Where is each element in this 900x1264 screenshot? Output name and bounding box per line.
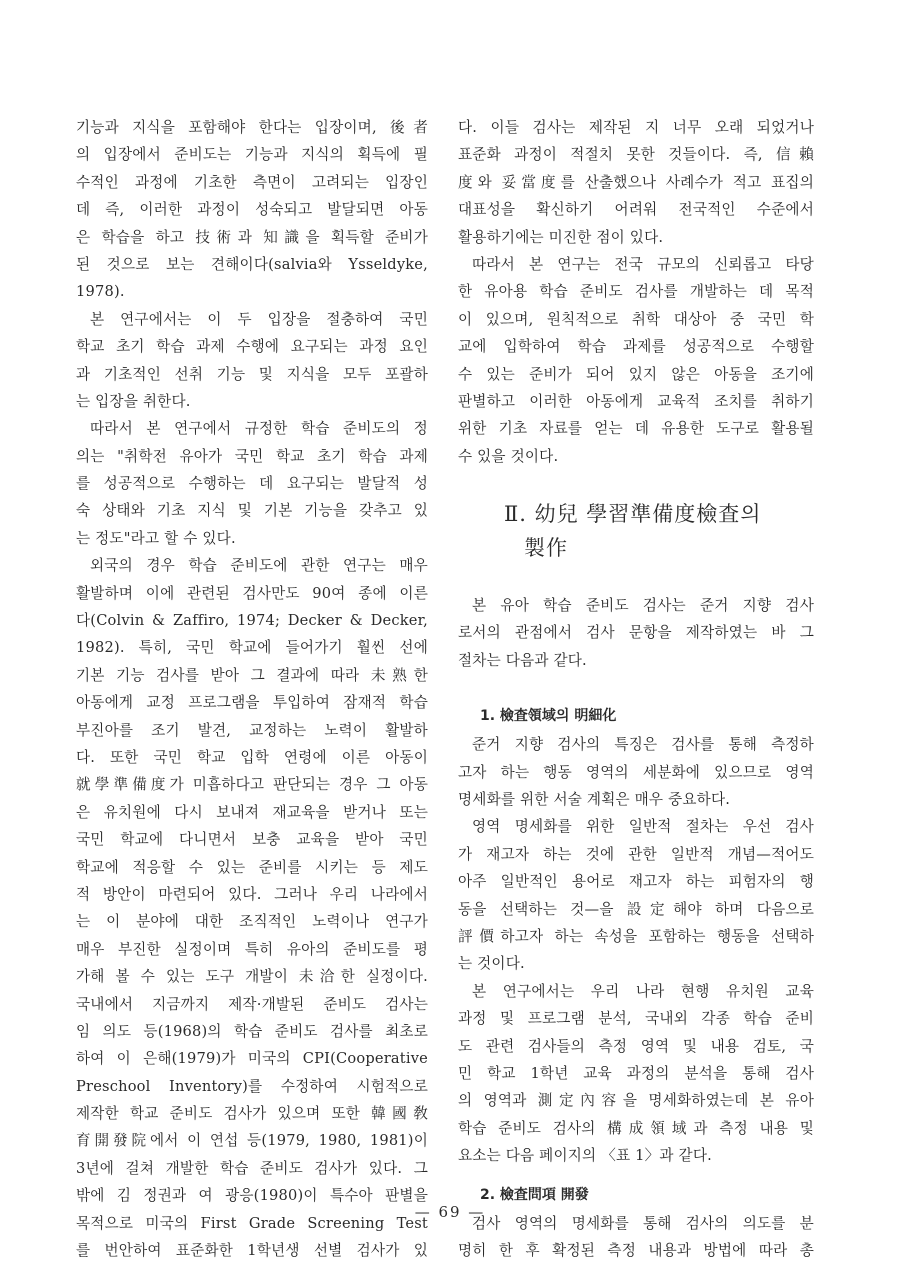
text-line: 매우 부진한 실정이며 특히 유아의 준비도를 평 [76, 936, 428, 963]
text-line: 수적인 과정에 기초한 측면이 고려되는 입장인 [76, 169, 428, 196]
text-line: 가해 볼 수 있는 도구 개발이 未洽한 실정이다. [76, 963, 428, 990]
text-line: 교에 입학하여 학습 과제를 성공적으로 수행할 [458, 333, 814, 360]
subsection-heading-2: 2. 檢査問項 開發 [458, 1180, 814, 1210]
text-line: 검사 영역의 명세화를 통해 검사의 의도를 분 [458, 1210, 814, 1237]
text-line: 를 성공적으로 수행하는 데 요구되는 발달적 성 [76, 470, 428, 497]
text-line: 은 유치원에 다시 보내져 재교육을 받거나 또는 [76, 799, 428, 826]
text-line: 국내에서 지금까지 제작·개발된 준비도 검사는 [76, 991, 428, 1018]
text-line: 본 유아 학습 준비도 검사는 준거 지향 검사 [458, 592, 814, 619]
text-line: 育開發院에서 이 연섭 등(1979, 1980, 1981)이 [76, 1127, 428, 1154]
text-line: 고자 하는 행동 영역의 세분화에 있으므로 영역 [458, 759, 814, 786]
text-line: 학교에 적응할 수 있는 준비를 시키는 등 제도 [76, 854, 428, 881]
text-line: 기능과 지식을 포함해야 한다는 입장이며, 後者 [76, 114, 428, 141]
text-line: 목적으로 미국의 First Grade Screening Test [76, 1210, 428, 1237]
text-line: 은 학습을 하고 技術과 知識을 획득할 준비가 [76, 224, 428, 251]
text-line: 가 재고자 하는 것에 관한 일반적 개념—적어도 [458, 841, 814, 868]
text-line: 는 입장을 취한다. [76, 388, 428, 415]
text-line: 표준화 과정이 적절치 못한 것들이다. 즉, 信賴 [458, 141, 814, 168]
text-line: 다. 이들 검사는 제작된 지 너무 오래 되었거나 [458, 114, 814, 141]
text-line: 수 있을 것이다. [458, 443, 814, 470]
text-line: 영역 명세화를 위한 일반적 절차는 우선 검사 [458, 813, 814, 840]
text-line: 1982). 특히, 국민 학교에 들어가기 훨씬 선에 [76, 634, 428, 661]
text-line: 는 정도"라고 할 수 있다. [76, 525, 428, 552]
text-line: 하여 이 은해(1979)가 미국의 CPI(Cooperative [76, 1045, 428, 1072]
text-line: 의 입장에서 준비도는 기능과 지식의 획득에 필 [76, 141, 428, 168]
text-line: 度와 妥當度를 산출했으나 사례수가 적고 표집의 [458, 169, 814, 196]
text-line: 기본 기능 검사를 받아 그 결과에 따라 未熟한 [76, 662, 428, 689]
section-title: Ⅱ. 幼兒 學習準備度檢査의 [458, 497, 814, 531]
right-column [458, 114, 814, 1264]
text-line: 과정 및 프로그램 분석, 국내외 각종 학습 준비 [458, 1005, 814, 1032]
text-line: 본 연구에서는 우리 나라 현행 유치원 교육 [458, 978, 814, 1005]
text-line: 는 것이다. [458, 950, 814, 977]
text-line: 요소는 다음 페이지의 〈표 1〉과 같다. [458, 1142, 814, 1169]
page-number: — 69 — [0, 1203, 900, 1221]
right-top-paragraphs [458, 114, 814, 470]
text-line: 데 즉, 이러한 과정이 성숙되고 발달되면 아동 [76, 196, 428, 223]
text-line: 절차는 다음과 같다. [458, 647, 814, 674]
text-line: 따라서 본 연구에서 규정한 학습 준비도의 정 [76, 415, 428, 442]
text-line: 임 의도 등(1968)의 학습 준비도 검사를 최초로 [76, 1018, 428, 1045]
subsection-1-body [458, 731, 814, 1169]
text-line: 된 것으로 보는 견해이다(salvia와 Ysseldyke, [76, 251, 428, 278]
text-line: 학교 초기 학습 과제 수행에 요구되는 과정 요인 [76, 333, 428, 360]
text-line: 아동에게 교정 프로그램을 투입하여 잠재적 학습 [76, 689, 428, 716]
text-line: 외국의 경우 학습 준비도에 관한 연구는 매우 [76, 552, 428, 579]
text-line: 동을 선택하는 것—을 設定해야 하며 다음으로 [458, 896, 814, 923]
text-line: 본 연구에서는 이 두 입장을 절충하여 국민 [76, 306, 428, 333]
text-line: 대표성을 확신하기 어려워 전국적인 수준에서 [458, 196, 814, 223]
text-line: 활용하기에는 미진한 점이 있다. [458, 224, 814, 251]
text-line: 다. 또한 국민 학교 입학 연령에 이른 아동이 [76, 744, 428, 771]
text-line: 적 방안이 마련되어 있다. 그러나 우리 나라에서 [76, 881, 428, 908]
text-line: 국민 학교에 다니면서 보충 교육을 받아 국민 [76, 826, 428, 853]
text-line: 준거 지향 검사의 특징은 검사를 통해 측정하 [458, 731, 814, 758]
text-line: 부진아를 조기 발견, 교정하는 노력이 활발하 [76, 717, 428, 744]
text-line: 를 번안하여 표준화한 1학년생 선별 검사가 있 [76, 1237, 428, 1264]
text-line: 학습 준비도 검사의 構成領域과 측정 내용 및 [458, 1115, 814, 1142]
text-line: 활발하며 이에 관련된 검사만도 90여 종에 이른 [76, 580, 428, 607]
text-line: 명히 한 후 확정된 측정 내용과 방법에 따라 총 [458, 1237, 814, 1264]
text-line: 1978). [76, 278, 428, 305]
text-line: 이 있으며, 원칙적으로 취학 대상아 중 국민 학 [458, 306, 814, 333]
section-intro [458, 592, 814, 674]
text-line: 다(Colvin & Zaffiro, 1974; Decker & Decker, [76, 607, 428, 634]
text-line: 위한 기초 자료를 얻는 데 유용한 도구로 활용될 [458, 415, 814, 442]
text-line: 도 관련 검사들의 측정 영역 및 내용 검토, 국 [458, 1033, 814, 1060]
text-line: 숙 상태와 기초 지식 및 기본 기능을 갖추고 있 [76, 497, 428, 524]
text-line: 評價하고자 하는 속성을 포함하는 행동을 선택하 [458, 923, 814, 950]
text-line: Preschool Inventory)를 수정하여 시험적으로 [76, 1073, 428, 1100]
text-line: 한 유아용 학습 준비도 검사를 개발하는 데 목적 [458, 278, 814, 305]
text-line: 로서의 관점에서 검사 문항을 제작하였는 바 그 [458, 619, 814, 646]
text-line: 의는 "취학전 유아가 국민 학교 초기 학습 과제 [76, 443, 428, 470]
text-line: 따라서 본 연구는 전국 규모의 신뢰롭고 타당 [458, 251, 814, 278]
subsection-heading-1: 1. 檢査領域의 明細化 [458, 701, 814, 731]
text-line: 민 학교 1학년 교육 과정의 분석을 통해 검사 [458, 1060, 814, 1087]
left-column [76, 114, 428, 1264]
text-line: 는 이 분야에 대한 조직적인 노력이나 연구가 [76, 908, 428, 935]
text-line: 판별하고 이러한 아동에게 교육적 조치를 취하기 [458, 388, 814, 415]
text-line: 의 영역과 測定內容을 명세화하였는데 본 유아 [458, 1087, 814, 1114]
text-line: 밖에 김 정권과 여 광응(1980)이 특수아 판별을 [76, 1182, 428, 1209]
text-line: 과 기초적인 선취 기능 및 지식을 모두 포괄하 [76, 361, 428, 388]
text-line: 제작한 학교 준비도 검사가 있으며 또한 韓國敎 [76, 1100, 428, 1127]
text-line: 수 있는 준비가 되어 있지 않은 아동을 조기에 [458, 361, 814, 388]
text-line: 명세화를 위한 서술 계획은 매우 중요하다. [458, 786, 814, 813]
text-line: 就學準備度가 미흡하다고 판단되는 경우 그 아동 [76, 771, 428, 798]
text-line: 3년에 걸쳐 개발한 학습 준비도 검사가 있다. 그 [76, 1155, 428, 1182]
section-title-continued: 製作 [458, 531, 814, 565]
text-line: 아주 일반적인 용어로 재고자 하는 피험자의 행 [458, 868, 814, 895]
